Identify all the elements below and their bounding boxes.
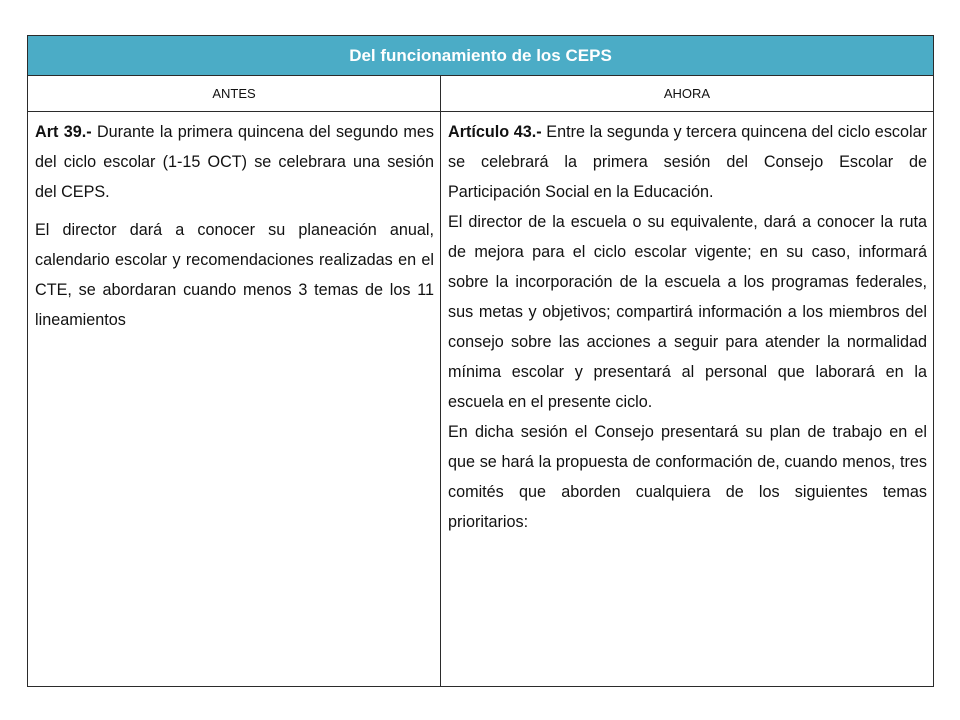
- antes-article-number: Art 39.-: [35, 123, 92, 141]
- cell-ahora: [440, 111, 933, 686]
- cell-antes-text: [28, 111, 440, 335]
- content-row: [28, 111, 933, 686]
- comparison-table: [27, 35, 934, 687]
- cell-ahora-text: [441, 111, 933, 537]
- ahora-paragraph-1-text: Entre la segunda y tercera quincena del ciclo escolar se celebrará la primera sesión del Consejo Escolar de Participación Social en la Educación.: [448, 123, 927, 201]
- antes-paragraph-1: [35, 117, 434, 207]
- header-row: [28, 75, 933, 112]
- cell-antes: [28, 111, 440, 686]
- antes-paragraph-1-text: Durante la primera quincena del segundo mes del ciclo escolar (1-15 OCT) se celebrara una sesión del CEPS.: [35, 123, 434, 201]
- ahora-article-number: Artículo 43.-: [448, 123, 542, 141]
- antes-paragraph-2: El director dará a conocer su planeación anual, calendario escolar y recomendaciones realizadas en el CTE, se abordaran cuando menos 3 temas de los 11 lineamientos: [35, 221, 434, 329]
- header-antes: ANTES: [212, 85, 256, 101]
- header-ahora: AHORA: [440, 75, 933, 111]
- ahora-paragraph-2: El director de la escuela o su equivalente, dará a conocer la ruta de mejora para el ciclo escolar vigente; en su caso, informará sobre la incorporación de la escuela a los programas federales, sus metas y objetivos; compartirá información a los miembros del consejo sobre las acciones a seguir para atender la normalidad mínima escolar y presentará al personal que laborará en la escuela en el presente ciclo.: [448, 213, 927, 411]
- ahora-paragraph-1: [448, 117, 927, 207]
- table-title: Del funcionamiento de los CEPS: [28, 36, 933, 76]
- ahora-paragraph-3: En dicha sesión el Consejo presentará su plan de trabajo en el que se hará la propuesta de conformación de, cuando menos, tres comités que aborden cualquiera de los siguientes temas prioritarios:: [448, 423, 927, 531]
